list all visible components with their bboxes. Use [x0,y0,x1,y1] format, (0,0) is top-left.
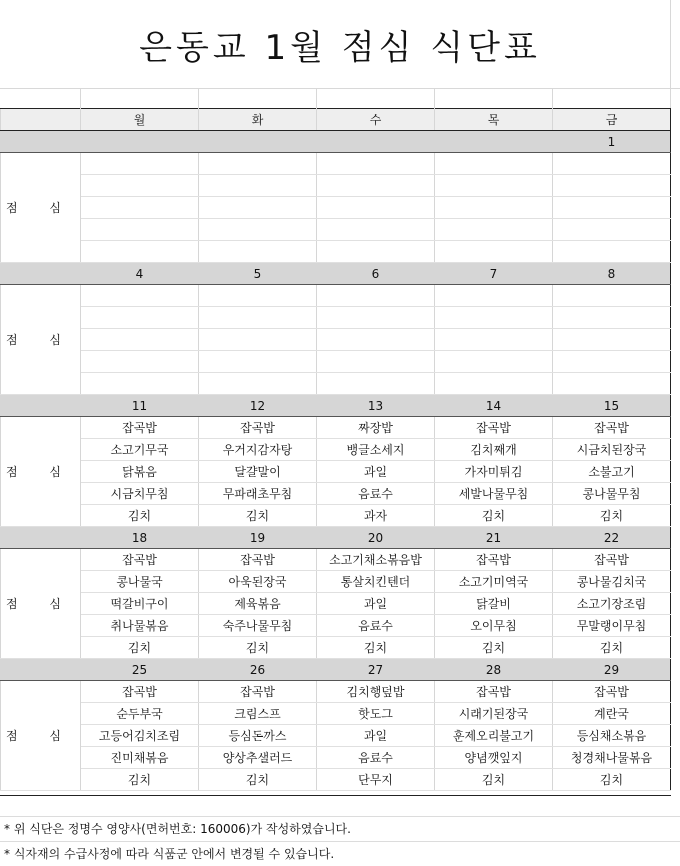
menu-item [435,241,553,263]
menu-item: 김치 [81,505,199,527]
menu-item: 과일 [317,461,435,483]
menu-item [553,241,671,263]
menu-item: 통살치킨텐더 [317,571,435,593]
menu-item: 우거지감자탕 [199,439,317,461]
date-cell [81,131,199,153]
menu-item [435,175,553,197]
menu-item [81,373,199,395]
menu-item: 음료수 [317,747,435,769]
menu-item: 뱅글소세지 [317,439,435,461]
menu-item [435,219,553,241]
menu-item: 김치 [553,505,671,527]
menu-item: 무파래초무침 [199,483,317,505]
grid-line [198,88,199,108]
menu-item: 음료수 [317,483,435,505]
menu-item [317,285,435,307]
date-cell: 4 [81,263,199,285]
date-row-corner [1,263,81,285]
note-author: * 위 식단은 정명수 영양사(면허번호: 160006)가 작성하였습니다. [0,816,680,841]
menu-item [317,307,435,329]
menu-row [1,219,671,241]
menu-item [199,351,317,373]
menu-item [553,351,671,373]
menu-item: 잡곡밥 [435,681,553,703]
menu-item: 시금치된장국 [553,439,671,461]
menu-item [435,197,553,219]
menu-item: 김치 [435,505,553,527]
date-row [1,527,671,549]
menu-item: 과자 [317,505,435,527]
menu-item [199,241,317,263]
menu-item: 크림스프 [199,703,317,725]
menu-item: 순두부국 [81,703,199,725]
menu-item [317,241,435,263]
menu-item: 잡곡밥 [199,549,317,571]
menu-item [199,373,317,395]
menu-row [1,725,671,747]
menu-item [199,175,317,197]
menu-item: 콩나물무침 [553,483,671,505]
menu-item: 양상추샐러드 [199,747,317,769]
menu-item [435,153,553,175]
menu-item [199,285,317,307]
menu-item [553,153,671,175]
menu-item: 김치 [199,769,317,791]
menu-item [553,285,671,307]
date-cell [199,131,317,153]
menu-item: 김치 [435,637,553,659]
menu-item: 달걀말이 [199,461,317,483]
menu-item: 잡곡밥 [435,549,553,571]
menu-item: 가자미튀김 [435,461,553,483]
menu-row [1,175,671,197]
menu-item [435,307,553,329]
menu-item: 아욱된장국 [199,571,317,593]
grid-line [670,0,671,108]
menu-item: 소고기채소볶음밥 [317,549,435,571]
menu-item [435,351,553,373]
menu-item [199,197,317,219]
date-cell: 11 [81,395,199,417]
menu-item: 잡곡밥 [435,417,553,439]
meal-label: 점 심 [1,417,81,527]
menu-row [1,461,671,483]
menu-item: 취나물볶음 [81,615,199,637]
menu-row [1,285,671,307]
date-cell [435,131,553,153]
grid-line [552,88,553,108]
weekday-header: 화 [199,109,317,131]
menu-item: 핫도그 [317,703,435,725]
menu-item: 소불고기 [553,461,671,483]
weekday-header-row [1,109,671,131]
meal-label: 점 심 [1,153,81,263]
date-cell: 18 [81,527,199,549]
menu-item [317,175,435,197]
menu-item: 단무지 [317,769,435,791]
menu-item [81,219,199,241]
grid-line [316,88,317,108]
menu-item: 잡곡밥 [553,549,671,571]
menu-item [81,329,199,351]
menu-row [1,769,671,791]
menu-item [317,373,435,395]
menu-item: 소고기미역국 [435,571,553,593]
date-cell: 21 [435,527,553,549]
menu-item [317,197,435,219]
menu-item [81,153,199,175]
weekday-header: 월 [81,109,199,131]
date-row-corner [1,131,81,153]
menu-item: 콩나물김치국 [553,571,671,593]
menu-item: 등심돈까스 [199,725,317,747]
menu-row [1,483,671,505]
menu-item: 김치 [553,769,671,791]
menu-row [1,681,671,703]
menu-item: 시래기된장국 [435,703,553,725]
date-cell: 15 [553,395,671,417]
menu-row [1,615,671,637]
menu-row [1,153,671,175]
date-row [1,263,671,285]
menu-item: 닭갈비 [435,593,553,615]
menu-item: 김치 [317,637,435,659]
menu-item [317,329,435,351]
menu-item [199,219,317,241]
menu-row [1,505,671,527]
notes [0,816,680,866]
menu-item: 김치 [81,637,199,659]
menu-row [1,747,671,769]
date-row-corner [1,659,81,681]
menu-item: 잡곡밥 [81,549,199,571]
grid-line [0,88,680,89]
menu-item: 김치 [435,769,553,791]
date-cell: 27 [317,659,435,681]
date-row [1,131,671,153]
menu-row [1,593,671,615]
menu-item: 제육볶음 [199,593,317,615]
date-cell: 5 [199,263,317,285]
date-row-corner [1,527,81,549]
date-cell [317,131,435,153]
note-change: * 식자재의 수급사정에 따라 식품군 안에서 변경될 수 있습니다. [0,841,680,866]
menu-row [1,439,671,461]
menu-item: 콩나물국 [81,571,199,593]
menu-row [1,241,671,263]
menu-item [81,307,199,329]
date-cell: 22 [553,527,671,549]
menu-row [1,549,671,571]
date-row [1,395,671,417]
menu-item [553,197,671,219]
menu-item: 훈제오리불고기 [435,725,553,747]
header-corner [1,109,81,131]
menu-item: 잡곡밥 [199,681,317,703]
weekday-header: 금 [553,109,671,131]
menu-item [81,175,199,197]
date-cell: 14 [435,395,553,417]
menu-item [435,285,553,307]
menu-item [553,329,671,351]
date-cell: 1 [553,131,671,153]
menu-item [317,153,435,175]
menu-row [1,351,671,373]
menu-item: 잡곡밥 [553,681,671,703]
menu-item: 시금치무침 [81,483,199,505]
menu-item [199,329,317,351]
menu-item [81,351,199,373]
page-title: 은동교 1월 점심 식단표 [139,27,541,68]
menu-item [81,197,199,219]
date-cell: 6 [317,263,435,285]
menu-item: 짜장밥 [317,417,435,439]
menu-item: 잡곡밥 [199,417,317,439]
menu-item: 오이무침 [435,615,553,637]
date-cell: 12 [199,395,317,417]
date-row [1,659,671,681]
menu-item: 세발나물무침 [435,483,553,505]
menu-item: 떡갈비구이 [81,593,199,615]
menu-row [1,197,671,219]
meal-label: 점 심 [1,285,81,395]
menu-row [1,307,671,329]
menu-item: 김치행덮밥 [317,681,435,703]
grid-line [80,88,81,108]
meal-label: 점 심 [1,549,81,659]
menu-item: 김치 [81,769,199,791]
date-cell: 25 [81,659,199,681]
menu-item [553,373,671,395]
menu-item [199,307,317,329]
menu-item: 등심채소볶음 [553,725,671,747]
grid-line [434,88,435,108]
menu-item: 잡곡밥 [553,417,671,439]
menu-item: 김치 [199,505,317,527]
date-cell: 7 [435,263,553,285]
lunch-menu-table [0,108,671,791]
menu-item: 과일 [317,593,435,615]
menu-item: 과일 [317,725,435,747]
menu-item: 소고기무국 [81,439,199,461]
menu-item [317,219,435,241]
menu-item [435,373,553,395]
menu-item: 잡곡밥 [81,417,199,439]
menu-item: 청경채나물볶음 [553,747,671,769]
date-cell: 28 [435,659,553,681]
menu-item: 고등어김치조림 [81,725,199,747]
menu-row [1,571,671,593]
menu-row [1,417,671,439]
menu-item: 닭볶음 [81,461,199,483]
menu-row [1,637,671,659]
date-cell: 13 [317,395,435,417]
menu-row [1,329,671,351]
menu-item [435,329,553,351]
menu-item: 숙주나물무침 [199,615,317,637]
menu-item: 계란국 [553,703,671,725]
menu-item [199,153,317,175]
menu-item [553,219,671,241]
date-cell: 8 [553,263,671,285]
menu-item [81,285,199,307]
date-cell: 26 [199,659,317,681]
menu-item [81,241,199,263]
weekday-header: 수 [317,109,435,131]
menu-row [1,703,671,725]
date-cell: 29 [553,659,671,681]
menu-item: 김치 [553,637,671,659]
menu-item: 양념깻잎지 [435,747,553,769]
menu-item: 소고기장조림 [553,593,671,615]
date-row-corner [1,395,81,417]
menu-row [1,373,671,395]
menu-item [317,351,435,373]
menu-item: 김치 [199,637,317,659]
date-cell: 19 [199,527,317,549]
menu-item [553,307,671,329]
menu-item: 잡곡밥 [81,681,199,703]
menu-item [553,175,671,197]
meal-label: 점 심 [1,681,81,791]
weekday-header: 목 [435,109,553,131]
date-cell: 20 [317,527,435,549]
menu-item: 음료수 [317,615,435,637]
table-bottom-border [0,795,671,817]
menu-item: 무말랭이무침 [553,615,671,637]
menu-item: 진미채볶음 [81,747,199,769]
menu-item: 김치째개 [435,439,553,461]
